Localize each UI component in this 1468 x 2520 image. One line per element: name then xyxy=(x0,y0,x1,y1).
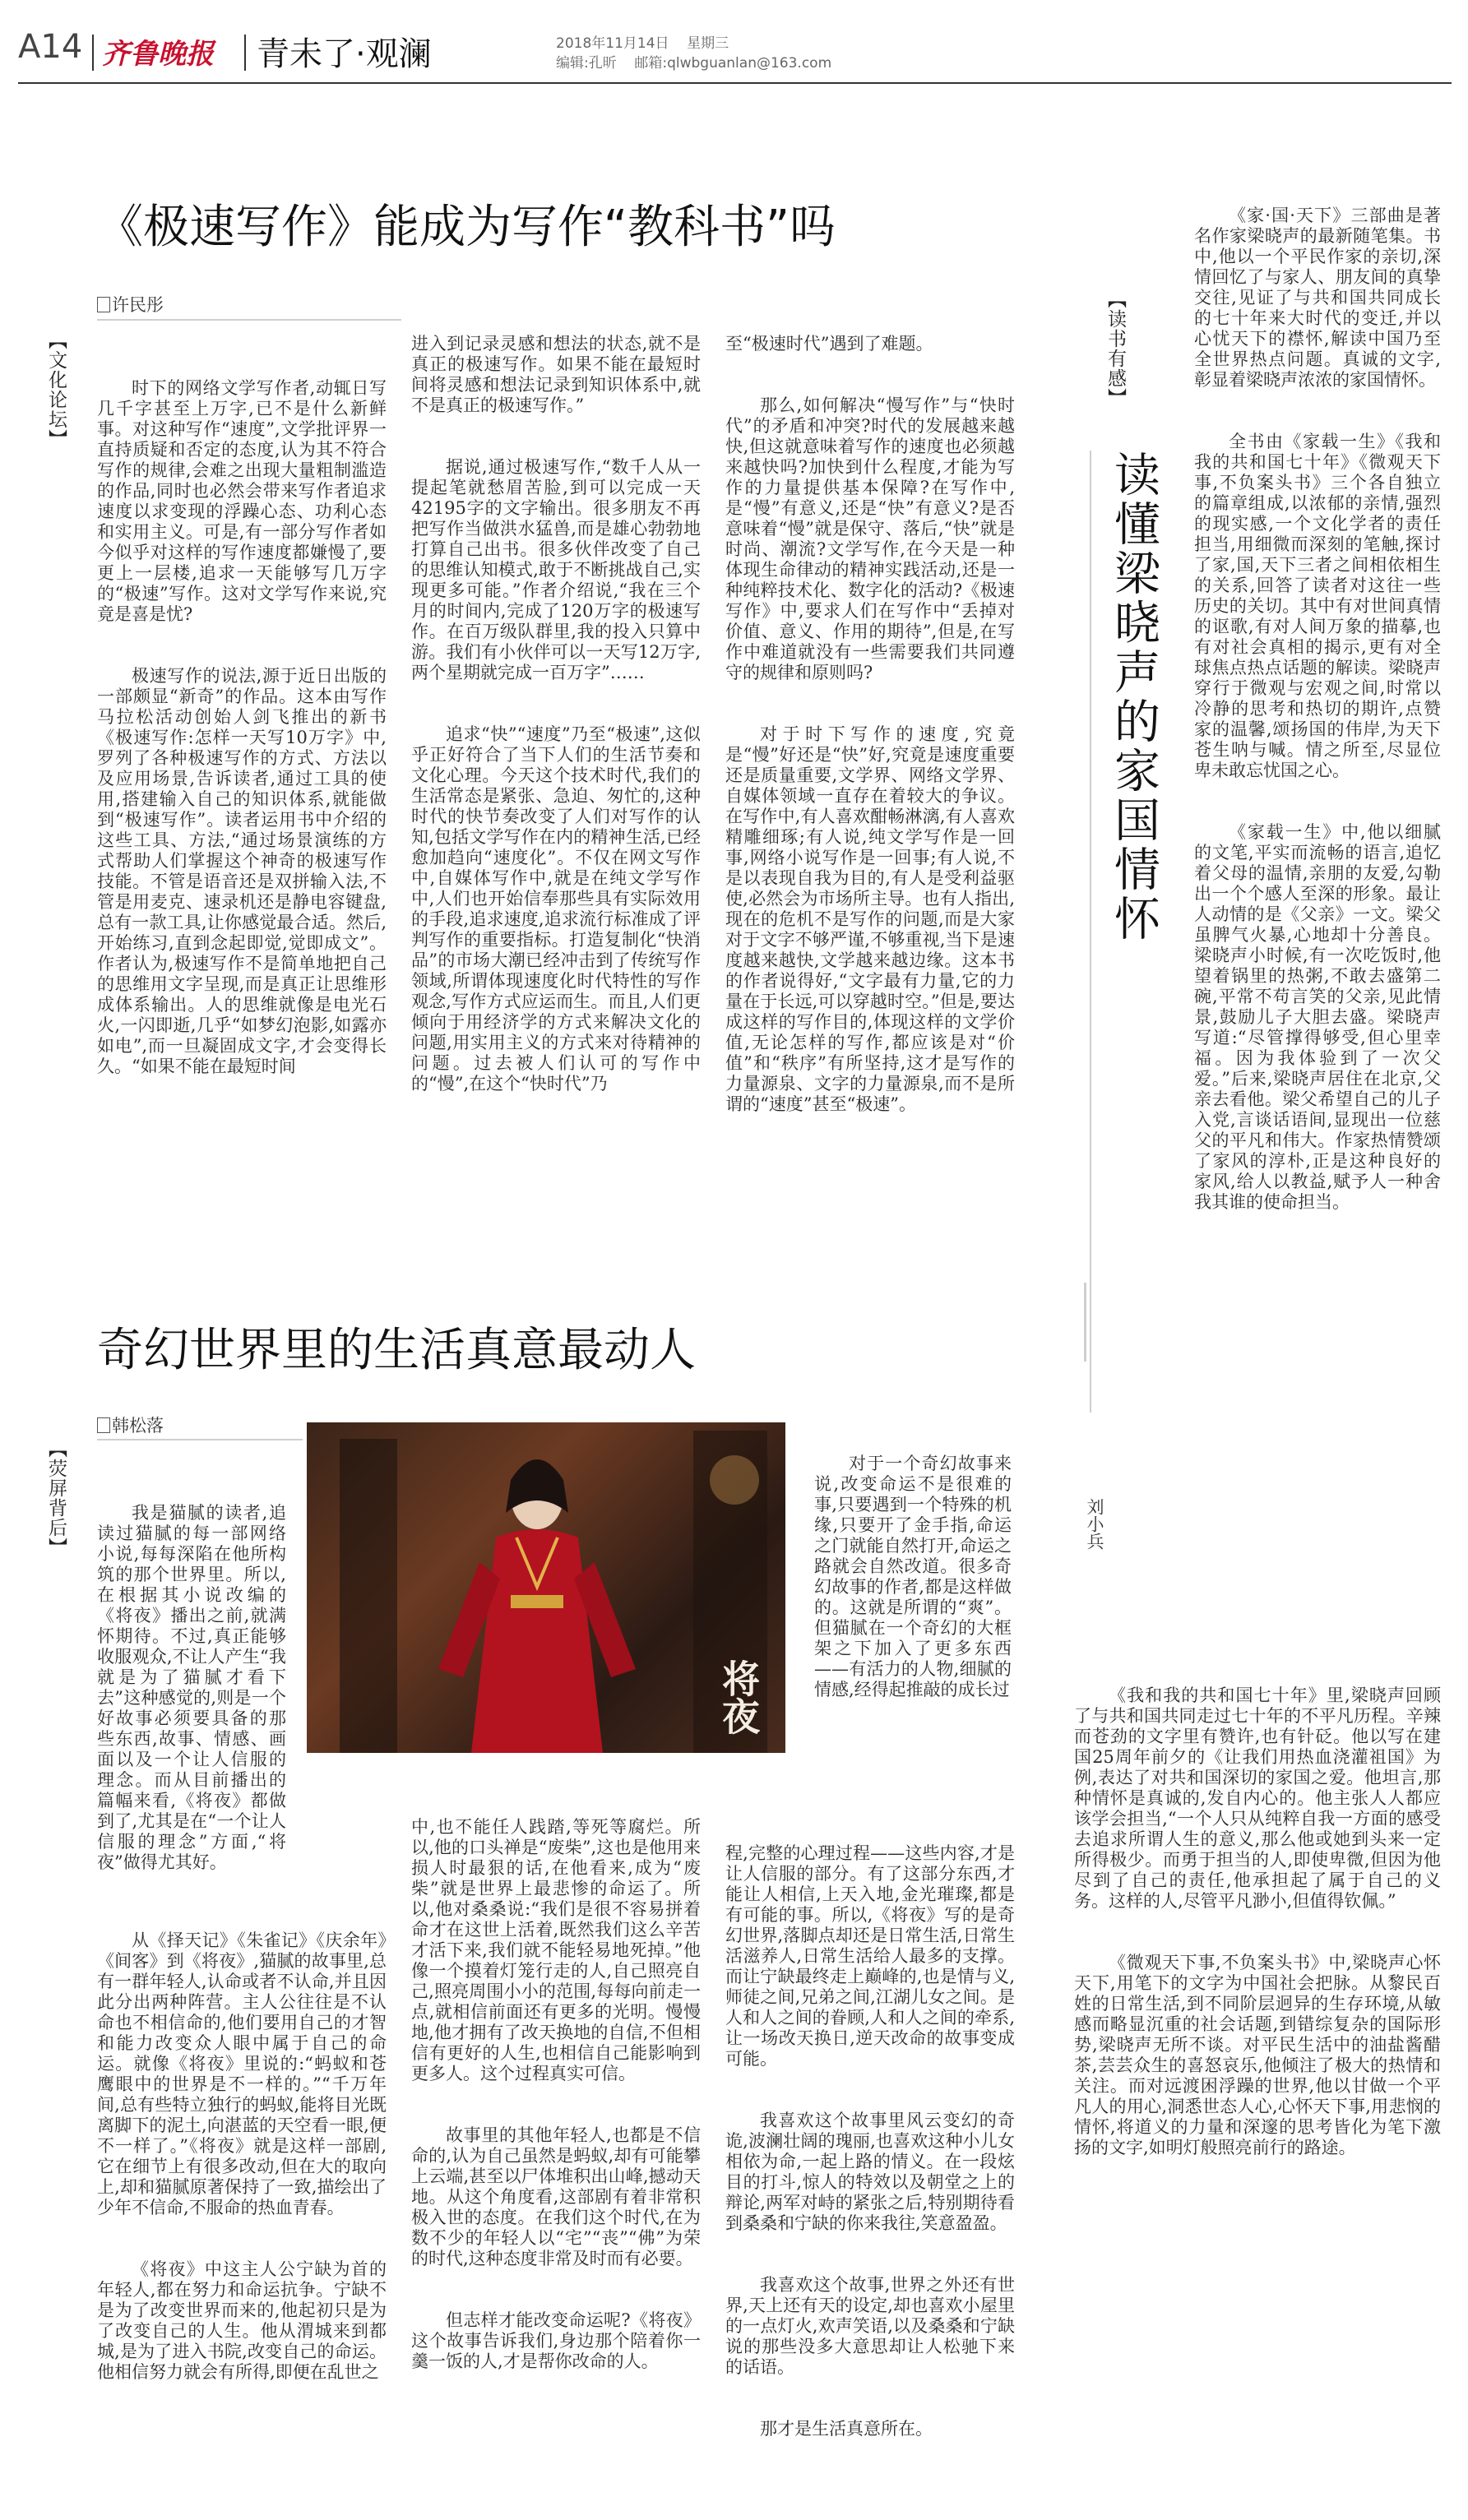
article3-col-bottom xyxy=(1074,1644,1441,2179)
article1-col2 xyxy=(411,293,701,1115)
paragraph: 时下的网络文学写作者,动辄日写几千字甚至上万字,已不是什么新鲜事。对这种写作“速度”,文学批评界一直持质疑和否定的态度,认为其不符合写作的规律,会难之出现大量粗制滥造的作品,同时也必然会带来写作者追求速度以求变现的浮躁心态、功利心态和实用主义。可是,有一部分写作者如今似乎对这样的写作速度都嫌慢了,要更上一层楼,追求一天能够写几万字的“极速”写作。这对文学写作来说,究竟是喜是忧? xyxy=(97,378,387,624)
section-title: 青未了·观澜 xyxy=(257,35,432,73)
weekday: 星期三 xyxy=(687,35,729,52)
article3-author-rule xyxy=(1084,1283,1086,1362)
article1-author: 许民彤 xyxy=(112,295,164,315)
paragraph: 《将夜》中这主人公宁缺为首的年轻人,都在努力和命运抗争。宁缺不是为了改变世界而来的,他起初只是为了改变自己的人生。他从渭城来到都城,是为了进入书院,改变自己的命运。他相信努力就会有所得,即便在乱世之 xyxy=(97,2259,387,2382)
article1-byline-rule xyxy=(97,319,401,321)
article2-author: 韩松落 xyxy=(112,1416,164,1436)
paragraph: 我喜欢这个故事,世界之外还有世界,天上还有天的设定,却也喜欢小屋里的一点灯火,欢声笑语,以及桑桑和宁缺说的那些没多大意思却让人松驰下来的话语。 xyxy=(725,2275,1015,2377)
article3-title-rule xyxy=(1090,451,1091,1413)
article2-right-full xyxy=(725,1802,1015,2460)
editor-info xyxy=(556,51,831,72)
header-separator xyxy=(92,35,94,71)
article1-col1 xyxy=(97,337,387,1098)
paragraph: 极速写作的说法,源于近日出版的一部颇显“新奇”的作品。这本由写作马拉松活动创始人剑飞推出的新书《极速写作:怎样一天写10万字》中,罗列了各种极速写作的方式、方法以及应用场景,告诉读者,通过工具的使用,搭建输入自己的知识体系,就能做到“极速写作”。读者运用书中介绍的这些工具、方法,“通过场景演练的方式帮助人们掌握这个神奇的极速写作技能。不管是语音还是双拼输入法,不管是用麦克、速录机还是静电容键盘,总有一款工具,让你感觉最合适。然后,开始练习,直到念起即觉,觉即成文”。作者认为,极速写作不是简单地把自己的思维用文字呈现,而是真正让思维形成体系输出。人的思维就像是电光石火,一闪即逝,几乎“如梦幻泡影,如露亦如电”,而一旦凝固成文字,才会变得长久。“如果不能在最短时间 xyxy=(97,666,387,1076)
article2-mid-col xyxy=(411,1776,701,2393)
article2-left-full xyxy=(97,1889,387,2403)
page-number: A14 xyxy=(18,28,83,66)
paragraph: 《家载一生》中,他以细腻的文笔,平实而流畅的语言,追忆着父母的温情,亲朋的友爱,勾勒出一个个感人至深的形象。最让人动情的是《父亲》一文。梁父虽脾气火暴,心地却十分善良。梁晓声小时候,有一次吃饭时,他望着锅里的热粥,不敢去盛第二碗,平常不苟言笑的父亲,见此情景,鼓励儿子大胆去盛。梁晓声写道:“尽管撑得够受,但心里幸福。因为我体验到了一次父爱。”后来,梁晓声居住在北京,父亲去看他。梁父希望自己的儿子入党,言谈话语间,显现出一位慈父的平凡和伟大。作家热情赞颂了家风的淳朴,正是这种良好的家风,给人以教益,赋予人一种舍我其谁的使命担当。 xyxy=(1194,822,1441,1212)
paragraph: 程,完整的心理过程——这些内容,才是让人信服的部分。有了这部分东西,才能让人相信,上天入地,金光璀璨,都是有可能的事。所以,《将夜》写的是奇幻世界,落脚点却还是日常生活,日常生活滋养人,日常生活给人最多的支撑。而让宁缺最终走上巅峰的,也是情与义,师徒之间,兄弟之间,江湖儿女之间。是人和人之间的眷顾,人和人之间的牵系,让一场改天换日,逆天改命的故事变成可能。 xyxy=(725,1843,1015,2069)
issue-date xyxy=(556,31,729,52)
article1-byline xyxy=(97,292,164,317)
article2-title: 奇幻世界里的生活真意最动人 xyxy=(97,1324,696,1377)
article2-left-narrow xyxy=(97,1462,286,1893)
byline-box xyxy=(97,297,110,312)
article3-column-tag: 【读书有感】 xyxy=(1104,289,1126,408)
paragraph: 对于一个奇幻故事来说,改变命运不是很难的事,只要遇到一个特殊的机缘,只要开了金手指,命运之门就能自然打开,命运之路就会自然改道。很多奇幻故事的作者,都是这样做的。这就是所谓的“爽”。但猫腻在一个奇幻的大框架之下加入了更多东西——有活力的人物,细腻的情感,经得起推敲的成长过 xyxy=(814,1454,1012,1699)
article3-title: 读懂梁晓声的家国情怀 xyxy=(1107,451,1160,944)
paragraph: 中,也不能任人践踏,等死等腐烂。所以,他的口头禅是“废柴”,这也是他用来损人时最狠的话,在他看来,成为“废柴”就是世界上最悲惨的命运了。所以,他对桑桑说:“我们是很不容易拼着命才在这世上活着,既然我们这么辛苦才活下来,我们就不能轻易地死掉。”他像一个摸着灯笼行走的人,自己照亮自己,照亮周围小小的范围,每每向前走一点,就相信前面还有更多的光明。慢慢地,他才拥有了改天换地的自信,不但相信有更好的人生,也相信自己能影响到更多人。这个过程真实可信。 xyxy=(411,1817,701,2083)
paragraph: 追求“快”“速度”乃至“极速”,这似乎正好符合了当下人们的生活节奏和文化心理。今天这个技术时代,我们的生活常态是紧张、急迫、匆忙的,这种时代的快节奏改变了人们对写作的认知,包括文学写作在内的精神生活,已经愈加趋向“速度化”。不仅在网文写作中,自媒体写作中,就是在纯文学写作中,人们也开始信奉那些具有实际效用的手段,追求速度,追求流行标准成了评判写作的重要指标。打造复制化“快消品”的市场大潮已经冲击到了传统写作领域,所谓体现速度化时代特性的写作观念,写作方式应运而生。而且,人们更倾向于用经济学的方式来解决文化的问题,用实用主义的方式来对待精神的问题。过去被人们认可的写作中的“慢”,在这个“快时代”乃 xyxy=(411,724,701,1094)
header-rule xyxy=(18,82,1452,84)
byline-box xyxy=(97,1417,110,1433)
editor: 编辑:孔昕 xyxy=(556,55,617,72)
article2-column-tag: 【荧屏背后】 xyxy=(45,1439,67,1557)
paragraph: 那么,如何解决“慢写作”与“快时代”的矛盾和冲突?时代的发展越来越快,但这就意味着写作的速度也必须越来越快吗?加快到什么程度,才能为写作的力量提供基本保障?在写作中,是“慢”有意义,还是“快”有意义?是否意味着“慢”就是保守、落后,“快”就是时尚、潮流?文学写作,在今天是一种体现生命律动的精神实践活动,还是一种纯粹技术化、数字化的活动?《极速写作》中,要求人们在写作中“丢掉对价值、意义、作用的期待”,但是,在写作中难道就没有一些需要我们共同遵守的规律和原则吗? xyxy=(725,395,1015,682)
paragraph: 从《择天记》《朱雀记》《庆余年》《间客》到《将夜》,猫腻的故事里,总有一群年轻人,认命或者不认命,并且因此分出两种阵营。主人公往往是不认命也不相信命的,他们要用自己的才智和能力改变众人眼中属于自己的命运。就像《将夜》里说的:“蚂蚁和苍鹰眼中的世界是不一样的。”“千万年间,总有些特立独行的蚂蚁,能将目光既离脚下的泥土,向湛蓝的天空看一眼,便不一样了。”《将夜》就是这样一部剧,它在细节上有很多改动,但在大的取向上,却和猫腻原著保持了一致,描绘出了少年不信命,不服命的热血青春。 xyxy=(97,1930,387,2217)
article3-author: 刘小兵 xyxy=(1085,1498,1104,1550)
paragraph: 《家·国·天下》三部曲是著名作家梁晓声的最新随笔集。书中,他以一个平民作家的亲切,深情回忆了与家人、朋友间的真挚交往,见证了与共和国共同成长的七十年来大时代的变迁,并以心忧天下的襟怀,解读中国乃至全世界热点问题。真诚的文字,彰显着梁晓声浓浓的家国情怀。 xyxy=(1194,206,1441,390)
drama-poster-image xyxy=(307,1422,785,1753)
paragraph: 至“极速时代”遇到了难题。 xyxy=(725,334,933,354)
poster-title-text: 将夜 xyxy=(716,1659,761,1735)
paragraph: 故事里的其他年轻人,也都是不信命的,认为自己虽然是蚂蚁,却有可能攀上云端,甚至以尸体堆积出山峰,撼动天地。从这个角度看,这部剧有着非常积极入世的态度。在我们这个时代,在为数不少的年轻人以“宅”“丧”“佛”为荣的时代,这种态度非常及时而有必要。 xyxy=(411,2125,701,2268)
paragraph: 我是猫腻的读者,追读过猫腻的每一部网络小说,每每深陷在他所构筑的那个世界里。所以,在根据其小说改编的《将夜》播出之前,就满怀期待。不过,真正能够收服观众,不让人产生“我就是为了猫腻才看下去”这种感觉的,则是一个好故事必须要具备的那些东西,故事、情感、画面以及一个让人信服的理念。而从目前播出的篇幅来看,《将夜》都做到了,尤其是在“一个让人信服的理念”方面,“将夜”做得尤其好。 xyxy=(97,1503,286,1872)
paragraph: 《微观天下事,不负案头书》中,梁晓声心怀天下,用笔下的文字为中国社会把脉。从黎民百姓的日常生活,到不同阶层迥异的生存环境,从敏感而略显沉重的社会话题,到错综复杂的国际形势,梁晓声无所不谈。对平民生活中的油盐酱醋茶,芸芸众生的喜怒哀乐,他倾注了极大的热情和关注。而对远渡困浮躁的世界,他以甘做一个平凡人的用心,洞悉世态人心,心怀天下事,用悲悯的情怀,将道义的力量和深邃的思考皆化为笔下激扬的文字,如明灯般照亮前行的路途。 xyxy=(1074,1953,1441,2157)
email: 邮箱:qlwbguanlan@163.com xyxy=(634,55,832,72)
article2-byline-rule xyxy=(97,1439,303,1440)
paragraph: 全书由《家载一生》《我和我的共和国七十年》《微观天下事,不负案头书》三个各自独立的篇章组成,以浓郁的亲情,强烈的现实感,一个文化学者的责任担当,用细微而深刻的笔触,探讨了家,国,天下三者之间相依相生的关系,回答了读者对这往一些历史的关切。其中有对世间真情的讴歌,有对人间万象的描摹,也有对社会真相的揭示,更有对全球焦点热点话题的解读。梁晓声穿行于微观与宏观之间,时常以冷静的思考和热切的期许,点赞家的温馨,颂扬国的伟岸,为天下苍生呐与喊。情之所至,尽显位卑未敢忘忧国之心。 xyxy=(1194,432,1441,780)
paragraph: 但志样才能改变命运呢?《将夜》这个故事告诉我们,身边那个陪着你一羹一饭的人,才是帮你改命的人。 xyxy=(411,2310,701,2371)
date: 2018年11月14日 xyxy=(556,35,669,52)
newspaper-logo: 齐鲁晚报 xyxy=(102,38,214,71)
paragraph: 据说,通过极速写作,“数千人从一提起笔就愁眉苦脸,到可以完成一天42195字的文字输出。很多朋友不再把写作当做洪水猛兽,而是雄心勃勃地打算自己出书。很多伙伴改变了自己的思维认知模式,敢于不断挑战自己,实现更多可能。”作者介绍说,“我在三个月的时间内,完成了120万字的极速写作。在百万级队群里,我的投入只算中游。我们有小伙伴可以一天写12万字,两个星期就完成一百万字”…… xyxy=(411,457,701,682)
paragraph: 《我和我的共和国七十年》里,梁晓声回顾了与共和国共同走过七十年的不平凡历程。辛辣而苍劲的文字里有赞许,也有针砭。他以写在建国25周年前夕的《让我们用热血浇灌祖国》为例,表达了对共和国深切的家国之爱。他坦言,那种情怀是真诚的,发自内心的。他主张人人都应该学会担当,“一个人只从纯粹自我一方面的感受去追求所谓人生的意义,那么他或她到头来一定所得极少。而勇于担当的人,即使卑微,但因为他尽到了自己的责任,他承担起了属于自己的义务。这样的人,尽管平凡渺小,但值得钦佩。” xyxy=(1074,1685,1441,1911)
article1-col3 xyxy=(725,293,1015,1135)
header-separator xyxy=(244,35,246,71)
article3-col-top xyxy=(1194,164,1441,1233)
paragraph: 我喜欢这个故事里风云变幻的奇诡,波澜壮阔的瑰丽,也喜欢这种小儿女相依为命,一起上路的情义。在一段炫目的打斗,惊人的特效以及朝堂之上的辩论,两军对峙的紧张之后,特别期待看到桑桑和宁缺的你来我往,笑意盈盈。 xyxy=(725,2111,1015,2233)
article1-title: 《极速写作》能成为写作“教科书”吗 xyxy=(97,201,836,254)
paragraph: 对于时下写作的速度,究竟是“慢”好还是“快”好,究竟是速度重要还是质量重要,文学界、网络文学界、自媒体领域一直存在着较大的争议。在写作中,有人喜欢酣畅淋漓,有人喜欢精雕细琢;有人说,纯文学写作是一回事,网络小说写作是一回事;有人说,不是以表现自我为目的,有人是受利益驱使,必然会为市场所主导。也有人指出,现在的危机不是写作的问题,而是大家对于文字不够严谨,不够重视,当下是速度越来越快,文学越来越边缘。这本书的作者说得好,“文字最有力量,它的力量在于长远,可以穿越时空。”但是,要达成这样的写作目的,体现这样的文学价值,无论怎样的写作,都应该是对“价值”和“秩序”有所坚持,这才是写作的力量源泉、文字的力量源泉,而不是所谓的“速度”甚至“极速”。 xyxy=(725,724,1015,1114)
article2-byline xyxy=(97,1413,164,1437)
article2-right-narrow xyxy=(814,1413,1012,1721)
paragraph: 进入到记录灵感和想法的状态,就不是真正的极速写作。如果不能在最短时间将灵感和想法记录到知识体系中,就不是真正的极速写作。” xyxy=(411,334,701,415)
paragraph: 那才是生活真意所在。 xyxy=(760,2419,933,2439)
article1-column-tag: 【文化论坛】 xyxy=(45,331,67,449)
